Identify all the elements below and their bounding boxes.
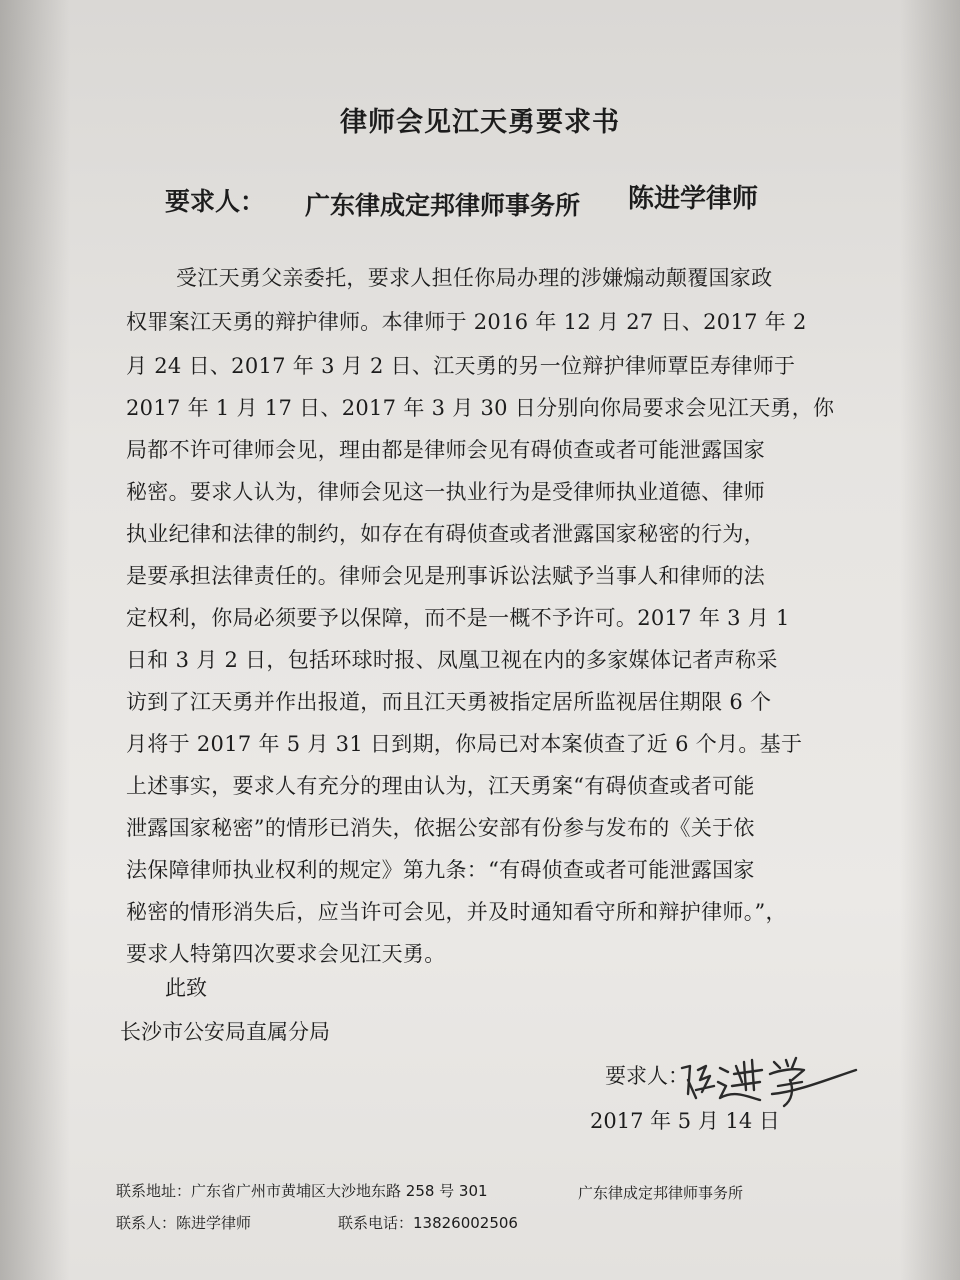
body-line: 法保障律师执业权利的规定》第九条：“有碍侦查或者可能泄露国家	[126, 858, 755, 882]
body-line: 秘密。要求人认为，律师会见这一执业行为是受律师执业道德、律师	[126, 480, 765, 504]
body-line: 定权利，你局必须要予以保障，而不是一概不予许可。2017 年 3 月 1	[126, 606, 790, 630]
document-title: 律师会见江天勇要求书	[340, 107, 620, 138]
footer-firm: 广东律成定邦律师事务所	[578, 1184, 744, 1202]
body-line: 月将于 2017 年 5 月 31 日到期，你局已对本案侦查了近 6 个月。基于	[126, 732, 803, 756]
body-line: 执业纪律和法律的制约，如存在有碍侦查或者泄露国家秘密的行为，	[126, 522, 765, 546]
body-line: 是要承担法律责任的。律师会见是刑事诉讼法赋予当事人和律师的法	[126, 564, 765, 588]
body-line: 日和 3 月 2 日，包括环球时报、凤凰卫视在内的多家媒体记者声称采	[126, 648, 778, 672]
recipient: 长沙市公安局直属分局	[120, 1020, 330, 1044]
footer-phone: 联系电话：13826002506	[338, 1214, 518, 1232]
body-line: 秘密的情形消失后，应当许可会见，并及时通知看守所和辩护律师。”，	[126, 900, 787, 924]
body-line: 泄露国家秘密”的情形已消失，依据公安部有份参与发布的《关于依	[126, 816, 755, 840]
body-line: 局都不许可律师会见，理由都是律师会见有碍侦查或者可能泄露国家	[126, 438, 765, 462]
body-line: 受江天勇父亲委托，要求人担任你局办理的涉嫌煽动颠覆国家政	[176, 266, 773, 290]
body-line: 月 24 日、2017 年 3 月 2 日、江天勇的另一位辩护律师覃臣寿律师于	[126, 354, 796, 378]
footer-address: 联系地址：广东省广州市黄埔区大沙地东路 258 号 301	[116, 1182, 488, 1200]
body-line: 上述事实，要求人有充分的理由认为，江天勇案“有碍侦查或者可能	[126, 774, 755, 798]
body-line: 权罪案江天勇的辩护律师。本律师于 2016 年 12 月 27 日、2017 年 2	[126, 310, 807, 334]
body-line: 要求人特第四次要求会见江天勇。	[126, 942, 446, 966]
requester-lawyer: 陈进学律师	[628, 184, 759, 214]
signature-date: 2017 年 5 月 14 日	[590, 1109, 780, 1133]
body-line: 2017 年 1 月 17 日、2017 年 3 月 30 日分别向你局要求会见江天勇，你	[126, 396, 835, 420]
page-shadow-right	[900, 0, 960, 1280]
body-line: 访到了江天勇并作出报道，而且江天勇被指定居所监视居住期限 6 个	[126, 690, 772, 714]
footer-contact-person: 联系人：陈进学律师	[116, 1214, 252, 1232]
requester-label: 要求人：	[165, 187, 266, 216]
salutation: 此致	[165, 976, 207, 1000]
requester-organization: 广东律成定邦律师事务所	[305, 191, 581, 220]
signature-label: 要求人：	[605, 1064, 689, 1088]
page-shadow-left	[0, 0, 70, 1280]
